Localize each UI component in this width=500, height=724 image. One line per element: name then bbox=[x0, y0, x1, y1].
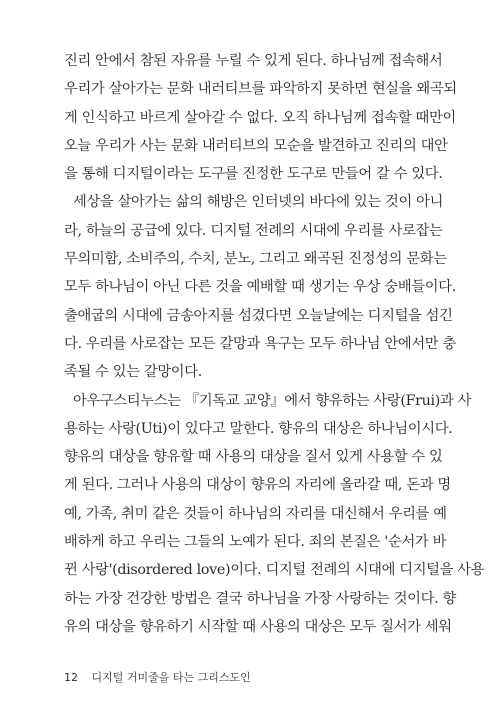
text-line: 용하는 사랑(Uti)이 있다고 말한다. 향유의 대상은 하나님이시다. bbox=[64, 420, 453, 437]
page-number: 12 bbox=[64, 671, 78, 684]
text-line: 아우구스티누스는 『기독교 교양』에서 향유하는 사랑(Frui)과 사 bbox=[73, 392, 472, 409]
text-line: 뀐 사랑'(disordered love)이다. 디지털 전례의 시대에 디지털을 사용 bbox=[64, 562, 485, 579]
text-line: 무의미함, 소비주의, 수치, 분노, 그리고 왜곡된 진정성의 문화는 bbox=[64, 251, 447, 268]
text-line: 족될 수 있는 갈망이다. bbox=[64, 364, 202, 381]
text-line: 게 된다. 그러나 사용의 대상이 향유의 자리에 올라갈 때, 돈과 명 bbox=[64, 477, 451, 494]
paragraph bbox=[64, 47, 457, 188]
text-line: 다. 우리를 사로잡는 모든 갈망과 욕구는 모두 하나님 안에서만 충 bbox=[64, 335, 456, 352]
text-line: 게 인식하고 바르게 살아갈 수 없다. 오직 하나님께 접속할 때만이 bbox=[64, 109, 456, 126]
text-line: 유의 대상을 향유하기 시작할 때 사용의 대상은 모두 질서가 세워 bbox=[64, 618, 452, 635]
text-line: 예, 가족, 취미 같은 것들이 하나님의 자리를 대신해서 우리를 예 bbox=[64, 505, 447, 522]
body-text bbox=[64, 47, 485, 641]
text-line: 배하게 하고 우리는 그들의 노예가 된다. 죄의 본질은 '순서가 바 bbox=[64, 534, 447, 551]
text-line: 출애굽의 시대에 금송아지를 섬겼다면 오늘날에는 디지털을 섬긴 bbox=[64, 307, 453, 324]
text-line: 우리가 살아가는 문화 내러티브를 파악하지 못하면 현실을 왜곡되 bbox=[64, 81, 457, 98]
page-footer bbox=[64, 669, 251, 685]
running-title: 디지털 거미줄을 타는 그리스도인 bbox=[91, 671, 251, 684]
text-line: 향유의 대상을 향유할 때 사용의 대상을 질서 있게 사용할 수 있 bbox=[64, 449, 443, 466]
paragraph bbox=[64, 387, 485, 642]
text-line: 을 통해 디지털이라는 도구를 진정한 도구로 만들어 갈 수 있다. bbox=[64, 166, 443, 183]
paragraph bbox=[64, 188, 456, 386]
text-line: 오늘 우리가 사는 문화 내러티브의 모순을 발견하고 진리의 대안 bbox=[64, 137, 448, 154]
text-line: 라, 하늘의 공급에 있다. 디지털 전례의 시대에 우리를 사로잡는 bbox=[64, 222, 443, 239]
text-line: 진리 안에서 참된 자유를 누릴 수 있게 된다. 하나님께 접속해서 bbox=[64, 53, 443, 69]
text-line: 세상을 살아가는 삶의 해방은 인터넷의 바다에 있는 것이 아니 bbox=[73, 194, 444, 211]
text-line: 하는 가장 건강한 방법은 결국 하나님을 가장 사랑하는 것이다. 향 bbox=[64, 590, 456, 607]
text-line: 모두 하나님이 아닌 다른 것을 예배할 때 생기는 우상 숭배들이다. bbox=[64, 279, 456, 296]
